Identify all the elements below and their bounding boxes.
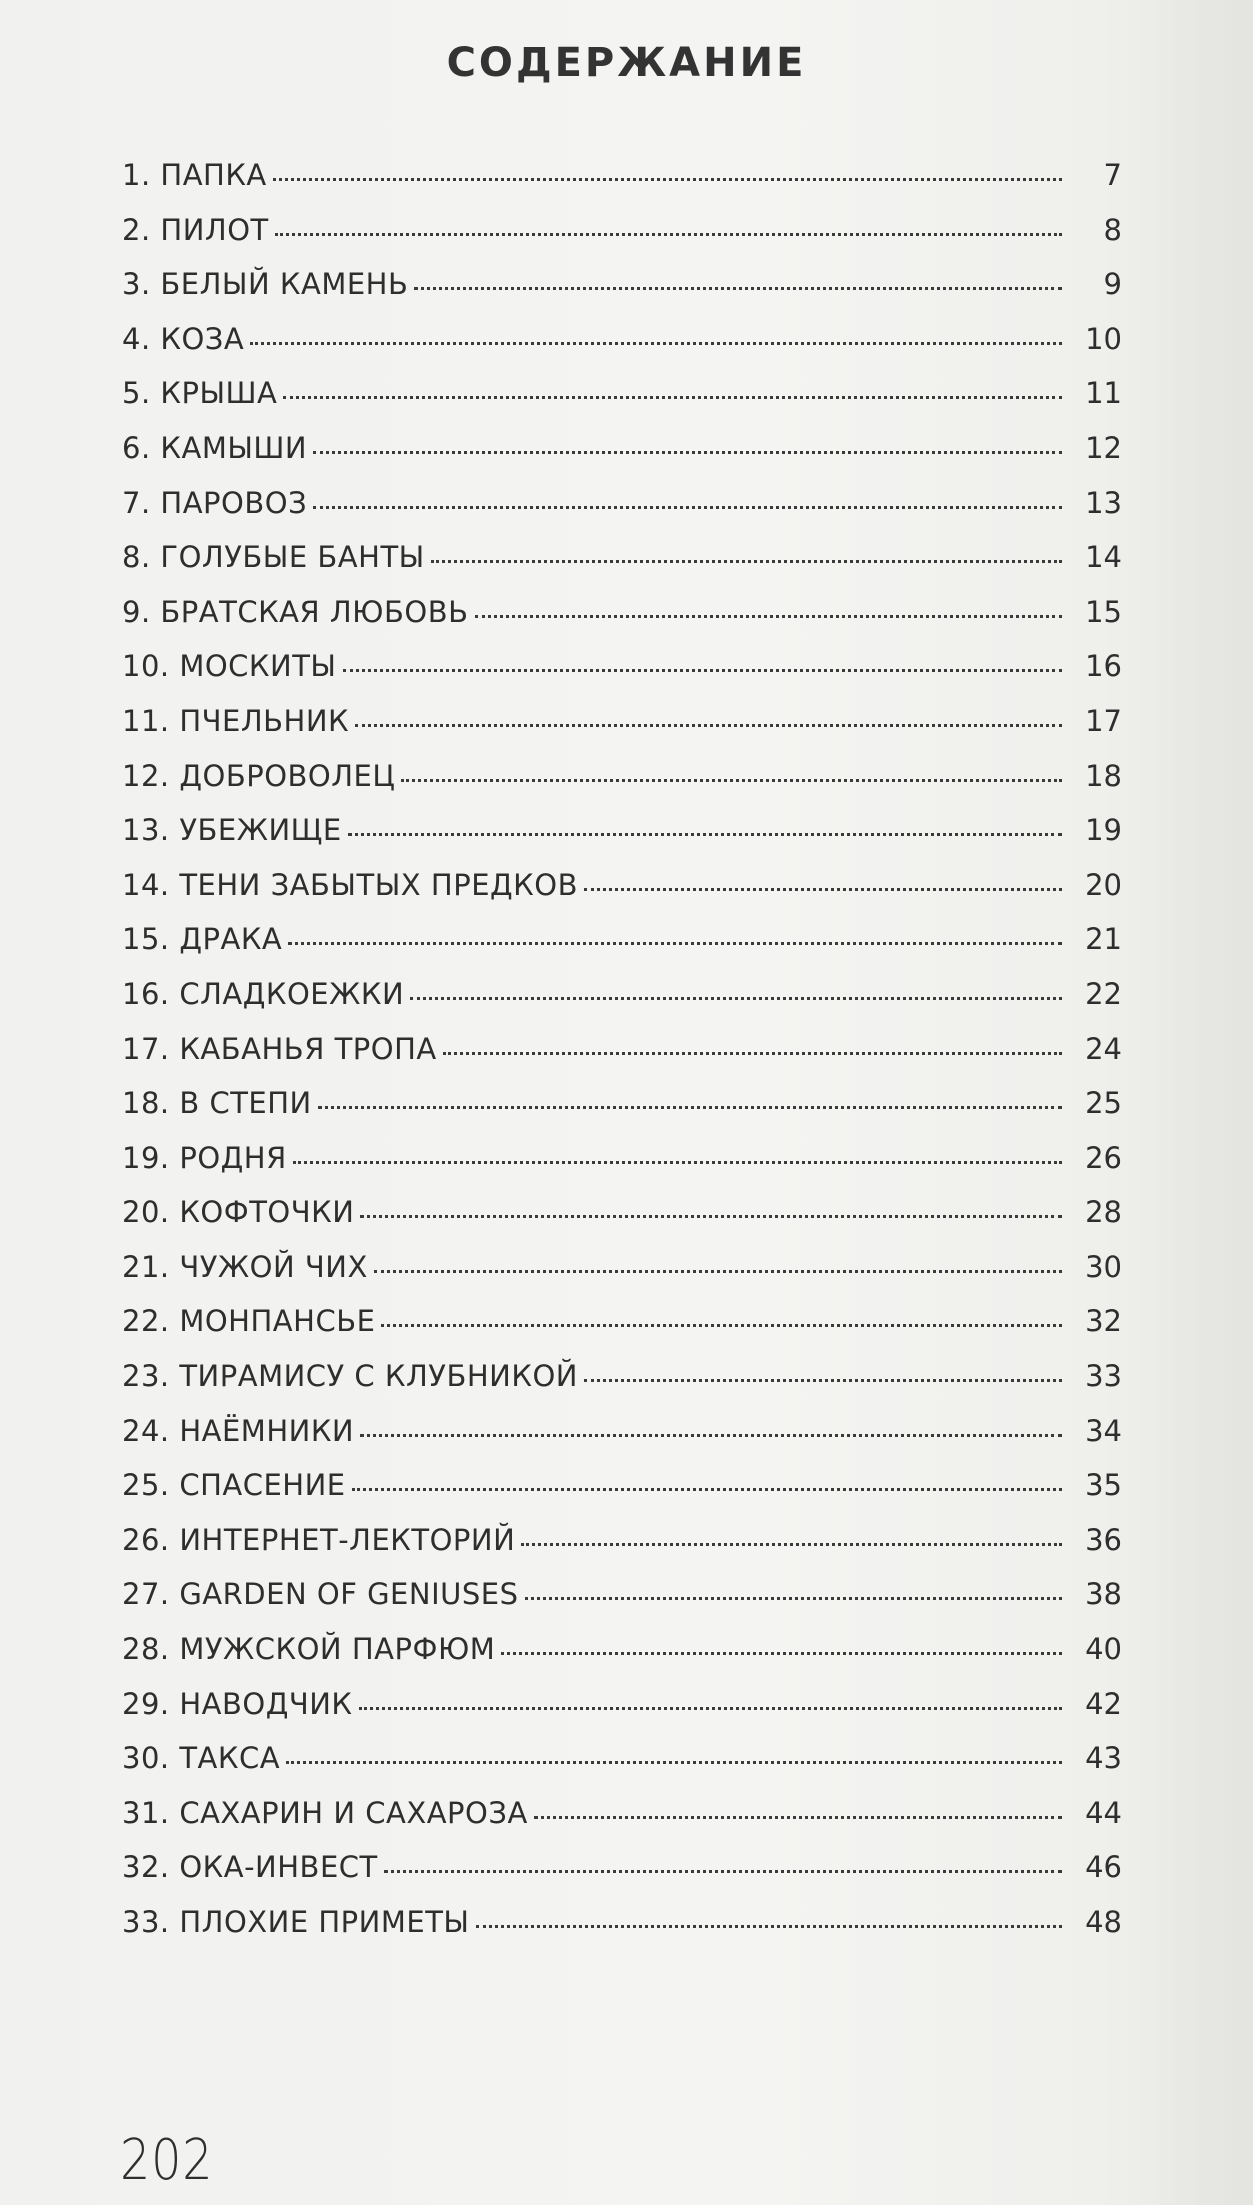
toc-dot-leader <box>475 615 1063 618</box>
toc-dot-leader <box>352 1488 1062 1491</box>
toc-entry-title: 3. БЕЛЫЙ КАМЕНЬ <box>122 267 409 302</box>
toc-entry-page: 35 <box>1085 1468 1122 1503</box>
toc-entry <box>122 1523 1122 1578</box>
page-title: СОДЕРЖАНИЕ <box>446 40 807 86</box>
toc-entry <box>122 1741 1122 1796</box>
toc-dot-leader <box>283 396 1062 399</box>
toc-entry-title: 21. ЧУЖОЙ ЧИХ <box>122 1249 368 1284</box>
toc-entry-title: 19. РОДНЯ <box>122 1140 287 1175</box>
toc-entry <box>122 1086 1122 1141</box>
toc-entry <box>122 868 1122 923</box>
toc-entry <box>122 813 1122 868</box>
toc-entry-title: 15. ДРАКА <box>122 922 283 957</box>
toc-entry-page: 22 <box>1085 976 1122 1011</box>
toc-entry-title: 14. ТЕНИ ЗАБЫТЫХ ПРЕДКОВ <box>122 867 578 902</box>
toc-entry <box>122 704 1122 759</box>
toc-dot-leader <box>348 833 1062 836</box>
toc-entry-page: 12 <box>1085 430 1122 465</box>
toc-dot-leader <box>431 560 1062 563</box>
toc-entry-page: 17 <box>1085 703 1122 738</box>
toc-entry-page: 30 <box>1085 1249 1122 1284</box>
toc-dot-leader <box>374 1270 1062 1273</box>
toc-entry-title: 22. МОНПАНСЬЕ <box>122 1304 376 1339</box>
toc-entry-title: 2. ПИЛОТ <box>122 212 269 247</box>
toc-entry-title: 29. НАВОДЧИК <box>122 1686 353 1721</box>
toc-dot-leader <box>286 1761 1062 1764</box>
toc-entry-title: 9. БРАТСКАЯ ЛЮБОВЬ <box>122 594 469 629</box>
toc-dot-leader <box>476 1925 1062 1928</box>
toc-entry-title: 4. КОЗА <box>122 321 245 356</box>
toc-entry-page: 33 <box>1085 1359 1122 1394</box>
toc-entry <box>122 267 1122 322</box>
toc-entry-title: 27. GARDEN OF GENIUSES <box>122 1577 519 1612</box>
toc-entry-title: 26. ИНТЕРНЕТ-ЛЕКТОРИЙ <box>122 1522 516 1557</box>
toc-entry-title: 11. ПЧЕЛЬНИК <box>122 703 350 738</box>
toc-entry-page: 19 <box>1085 813 1122 848</box>
toc-entry-title: 8. ГОЛУБЫЕ БАНТЫ <box>122 540 425 575</box>
toc-entry <box>122 977 1122 1032</box>
toc-entry <box>122 649 1122 704</box>
toc-entry-title: 5. КРЫША <box>122 376 278 411</box>
toc-entry <box>122 1414 1122 1469</box>
toc-entry <box>122 1359 1122 1414</box>
toc-entry <box>122 1141 1122 1196</box>
toc-dot-leader <box>501 1652 1062 1655</box>
table-of-contents <box>122 158 1122 1960</box>
toc-dot-leader <box>343 669 1062 672</box>
toc-entry <box>122 1304 1122 1359</box>
toc-dot-leader <box>360 1215 1062 1218</box>
toc-entry-title: 6. КАМЫШИ <box>122 430 308 465</box>
toc-entry <box>122 1468 1122 1523</box>
toc-entry-title: 20. КОФТОЧКИ <box>122 1195 355 1230</box>
toc-entry-page: 10 <box>1085 321 1122 356</box>
toc-entry-title: 28. МУЖСКОЙ ПАРФЮМ <box>122 1632 496 1667</box>
toc-dot-leader <box>521 1543 1062 1546</box>
toc-entry-title: 32. ОКА-ИНВЕСТ <box>122 1850 378 1885</box>
toc-entry-page: 7 <box>1103 158 1122 192</box>
toc-entry <box>122 540 1122 595</box>
toc-entry <box>122 1195 1122 1250</box>
toc-dot-leader <box>360 1434 1062 1437</box>
toc-entry-page: 26 <box>1085 1140 1122 1175</box>
page-edge-shadow <box>1150 0 1253 2205</box>
toc-dot-leader <box>273 178 1062 181</box>
toc-entry-title: 16. СЛАДКОЕЖКИ <box>122 976 405 1011</box>
toc-dot-leader <box>443 1052 1062 1055</box>
toc-dot-leader <box>534 1816 1062 1819</box>
toc-entry <box>122 1632 1122 1687</box>
toc-entry-title: 1. ПАПКА <box>122 158 267 192</box>
toc-entry-title: 33. ПЛОХИЕ ПРИМЕТЫ <box>122 1905 470 1939</box>
toc-entry-title: 31. САХАРИН И САХАРОЗА <box>122 1795 528 1830</box>
toc-dot-leader <box>414 287 1062 290</box>
toc-entry-title: 12. ДОБРОВОЛЕЦ <box>122 758 396 793</box>
toc-entry-page: 34 <box>1085 1413 1122 1448</box>
toc-entry-page: 32 <box>1085 1304 1122 1339</box>
toc-entry <box>122 1905 1122 1960</box>
toc-entry-page: 24 <box>1085 1031 1122 1066</box>
toc-entry-title: 13. УБЕЖИЩЕ <box>122 813 342 848</box>
toc-entry-page: 20 <box>1085 867 1122 902</box>
toc-entry-page: 43 <box>1085 1741 1122 1776</box>
toc-entry <box>122 486 1122 541</box>
toc-entry <box>122 595 1122 650</box>
toc-entry-title: 7. ПАРОВОЗ <box>122 485 308 520</box>
toc-entry-page: 38 <box>1085 1577 1122 1612</box>
toc-entry <box>122 922 1122 977</box>
toc-entry-page: 48 <box>1085 1905 1122 1939</box>
toc-entry-page: 11 <box>1085 376 1122 411</box>
toc-entry-page: 15 <box>1085 594 1122 629</box>
page-number: 202 <box>120 2128 214 2193</box>
toc-dot-leader <box>293 1161 1062 1164</box>
toc-entry-title: 17. КАБАНЬЯ ТРОПА <box>122 1031 437 1066</box>
toc-dot-leader <box>584 888 1062 891</box>
toc-entry <box>122 1687 1122 1742</box>
toc-entry-page: 14 <box>1085 540 1122 575</box>
toc-entry-page: 42 <box>1085 1686 1122 1721</box>
toc-dot-leader <box>313 451 1062 454</box>
toc-entry-page: 28 <box>1085 1195 1122 1230</box>
toc-entry-title: 10. МОСКИТЫ <box>122 649 337 684</box>
toc-dot-leader <box>318 1106 1062 1109</box>
toc-dot-leader <box>401 779 1062 782</box>
toc-entry-page: 40 <box>1085 1632 1122 1667</box>
toc-entry <box>122 376 1122 431</box>
toc-dot-leader <box>525 1597 1063 1600</box>
toc-dot-leader <box>313 506 1062 509</box>
toc-entry-page: 9 <box>1103 267 1122 302</box>
toc-entry-page: 13 <box>1085 485 1122 520</box>
toc-entry-page: 46 <box>1085 1850 1122 1885</box>
toc-dot-leader <box>384 1870 1062 1873</box>
toc-dot-leader <box>250 342 1062 345</box>
toc-dot-leader <box>410 997 1062 1000</box>
toc-entry <box>122 322 1122 377</box>
toc-dot-leader <box>584 1379 1062 1382</box>
toc-entry <box>122 158 1122 213</box>
toc-dot-leader <box>275 233 1062 236</box>
toc-entry <box>122 213 1122 268</box>
toc-entry-title: 23. ТИРАМИСУ С КЛУБНИКОЙ <box>122 1359 578 1394</box>
toc-dot-leader <box>288 942 1062 945</box>
toc-entry <box>122 1796 1122 1851</box>
toc-entry <box>122 1250 1122 1305</box>
toc-entry-page: 21 <box>1085 922 1122 957</box>
toc-entry-page: 36 <box>1085 1522 1122 1557</box>
toc-entry <box>122 1850 1122 1905</box>
toc-entry-page: 18 <box>1085 758 1122 793</box>
toc-entry <box>122 759 1122 814</box>
toc-entry-page: 16 <box>1085 649 1122 684</box>
toc-entry <box>122 431 1122 486</box>
toc-entry <box>122 1032 1122 1087</box>
toc-entry-page: 8 <box>1103 212 1122 247</box>
toc-entry-title: 30. ТАКСА <box>122 1741 281 1776</box>
toc-entry-title: 18. В СТЕПИ <box>122 1086 312 1121</box>
toc-entry-title: 25. СПАСЕНИЕ <box>122 1468 346 1503</box>
toc-entry <box>122 1577 1122 1632</box>
toc-entry-title: 24. НАЁМНИКИ <box>122 1413 355 1448</box>
toc-dot-leader <box>359 1707 1062 1710</box>
toc-entry-page: 44 <box>1085 1795 1122 1830</box>
toc-dot-leader <box>355 724 1062 727</box>
toc-dot-leader <box>381 1324 1062 1327</box>
toc-entry-page: 25 <box>1085 1086 1122 1121</box>
